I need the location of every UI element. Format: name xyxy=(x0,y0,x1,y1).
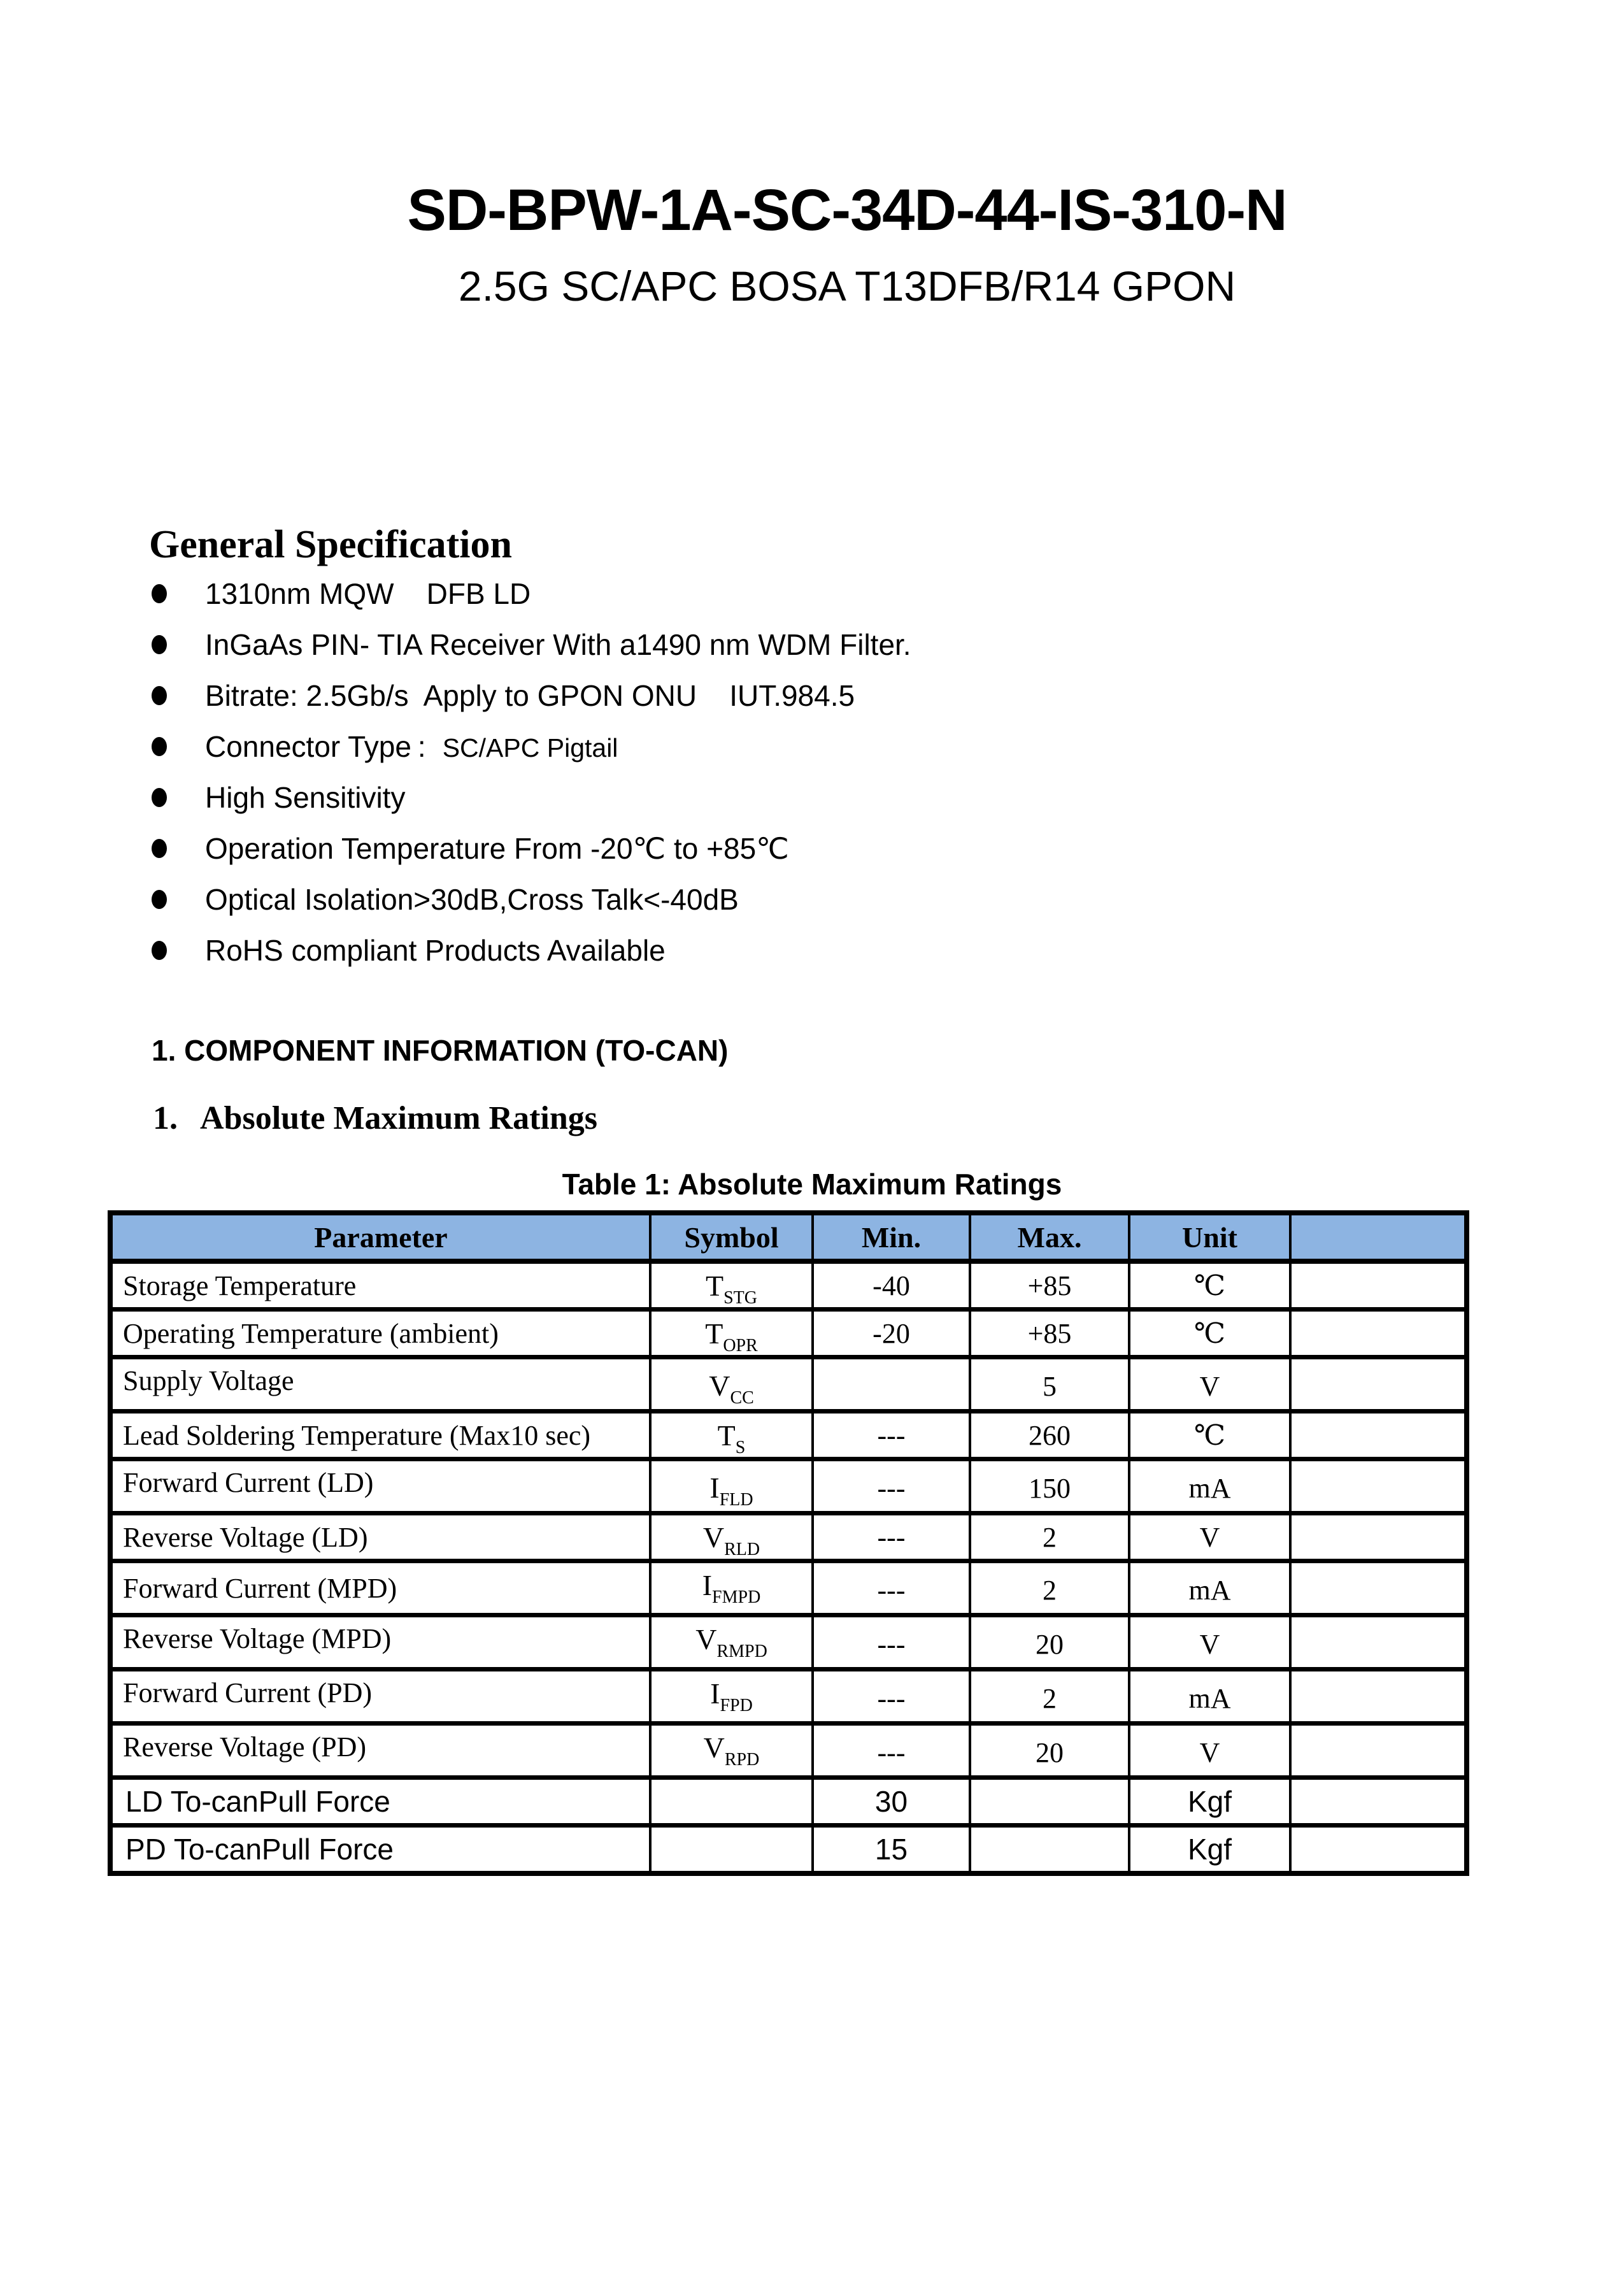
table-header-row xyxy=(110,1213,1467,1261)
cell-unit: ℃ xyxy=(1129,1412,1290,1459)
cell-max: +85 xyxy=(970,1261,1129,1310)
cell-min: 30 xyxy=(813,1778,970,1826)
bullet-dot-icon xyxy=(152,788,167,807)
table-row xyxy=(110,1561,1467,1615)
table-row xyxy=(110,1412,1467,1459)
cell-max: 20 xyxy=(970,1724,1129,1778)
spec-bullet-text xyxy=(205,933,666,968)
cell-symbol xyxy=(650,1310,813,1357)
subsection-number: 1. xyxy=(153,1100,178,1136)
spec-bullet-item xyxy=(152,568,1624,619)
symbol-subscript: RPD xyxy=(724,1750,760,1770)
table-row xyxy=(110,1615,1467,1670)
cell-min: --- xyxy=(813,1561,970,1615)
cell-min: --- xyxy=(813,1412,970,1459)
cell-blank xyxy=(1290,1670,1467,1724)
symbol-subscript: FLD xyxy=(719,1490,753,1510)
symbol-base: T xyxy=(705,1269,724,1302)
page-subtitle: 2.5G SC/APC BOSA T13DFB/R14 GPON xyxy=(458,262,1236,310)
symbol-subscript: FMPD xyxy=(712,1587,761,1607)
table-row xyxy=(110,1357,1467,1412)
absolute-maximum-ratings-heading xyxy=(153,1102,1624,1135)
cell-symbol xyxy=(650,1459,813,1514)
cell-symbol xyxy=(650,1724,813,1778)
spec-bullet-item xyxy=(152,721,1624,772)
spec-bullet-item xyxy=(152,619,1624,670)
cell-unit: V xyxy=(1129,1514,1290,1561)
bullet-text-segment: SC/APC Pigtail xyxy=(442,733,618,762)
component-information-heading: 1. COMPONENT INFORMATION (TO-CAN) xyxy=(152,1034,729,1067)
bullet-dot-icon xyxy=(152,941,167,960)
cell-parameter: Forward Current (MPD) xyxy=(110,1561,650,1615)
cell-max: +85 xyxy=(970,1310,1129,1357)
spec-bullet-item xyxy=(152,772,1624,823)
column-header-blank xyxy=(1290,1213,1467,1261)
cell-max: 260 xyxy=(970,1412,1129,1459)
cell-blank xyxy=(1290,1826,1467,1874)
spec-bullet-item xyxy=(152,670,1624,721)
table-header xyxy=(110,1213,1467,1261)
cell-parameter: Reverse Voltage (LD) xyxy=(110,1514,650,1561)
cell-parameter: Supply Voltage xyxy=(110,1357,650,1412)
column-header-max: Max. xyxy=(970,1213,1129,1261)
fullwidth-colon: : xyxy=(417,730,426,763)
subsection-title: Absolute Maximum Ratings xyxy=(200,1100,598,1136)
cell-symbol xyxy=(650,1514,813,1561)
cell-unit: V xyxy=(1129,1615,1290,1670)
column-header-min: Min. xyxy=(813,1213,970,1261)
cell-parameter: Storage Temperature xyxy=(110,1261,650,1310)
cell-max: 20 xyxy=(970,1615,1129,1670)
symbol-subscript: FPD xyxy=(720,1696,753,1715)
table-row xyxy=(110,1724,1467,1778)
table-row xyxy=(110,1310,1467,1357)
cell-max: 2 xyxy=(970,1514,1129,1561)
symbol-base: T xyxy=(705,1317,723,1350)
cell-min: --- xyxy=(813,1514,970,1561)
cell-min: --- xyxy=(813,1724,970,1778)
bullet-dot-icon xyxy=(152,584,167,603)
bullet-text-segment: High Sensitivity xyxy=(205,781,406,814)
cell-symbol xyxy=(650,1261,813,1310)
general-specification-heading: General Specification xyxy=(149,523,512,566)
bullet-dot-icon xyxy=(152,737,167,756)
cell-min: --- xyxy=(813,1670,970,1724)
cell-blank xyxy=(1290,1357,1467,1412)
symbol-subscript: RMPD xyxy=(716,1642,767,1661)
spec-bullet-text xyxy=(205,882,739,917)
spec-bullet-item xyxy=(152,925,1624,976)
cell-max: 5 xyxy=(970,1357,1129,1412)
cell-unit: Kgf xyxy=(1129,1826,1290,1874)
bullet-text-segment: Optical Isolation>30dB,Cross Talk<-40dB xyxy=(205,883,739,916)
cell-symbol xyxy=(650,1357,813,1412)
column-header-symbol: Symbol xyxy=(650,1213,813,1261)
column-header-parameter: Parameter xyxy=(110,1213,650,1261)
table1-caption: Table 1: Absolute Maximum Ratings xyxy=(562,1168,1062,1201)
bullet-text-segment: Operation Temperature From -20℃ to +85℃ xyxy=(205,832,789,865)
symbol-base: T xyxy=(717,1419,736,1452)
cell-symbol xyxy=(650,1670,813,1724)
cell-max xyxy=(970,1778,1129,1826)
table-row xyxy=(110,1778,1467,1826)
cell-max: 2 xyxy=(970,1561,1129,1615)
bullet-text-segment: Connector Type : xyxy=(205,730,443,763)
column-header-unit: Unit xyxy=(1129,1213,1290,1261)
cell-unit: ℃ xyxy=(1129,1261,1290,1310)
cell-min: --- xyxy=(813,1615,970,1670)
bullet-text-segment: Bitrate: 2.5Gb/s Apply to GPON ONU IUT.984.5 xyxy=(205,679,855,712)
cell-blank xyxy=(1290,1412,1467,1459)
spec-bullet-text xyxy=(205,576,531,611)
bullet-dot-icon xyxy=(152,839,167,858)
cell-blank xyxy=(1290,1514,1467,1561)
symbol-subscript: STG xyxy=(723,1287,757,1308)
symbol-subscript: CC xyxy=(730,1388,754,1408)
cell-parameter: LD To-canPull Force xyxy=(110,1778,650,1826)
table-row xyxy=(110,1261,1467,1310)
bullet-dot-icon xyxy=(152,890,167,909)
bullet-dot-icon xyxy=(152,635,167,654)
cell-parameter: Lead Soldering Temperature (Max10 sec) xyxy=(110,1412,650,1459)
cell-unit: Kgf xyxy=(1129,1778,1290,1826)
cell-blank xyxy=(1290,1459,1467,1514)
symbol-subscript: S xyxy=(735,1437,746,1457)
table-row xyxy=(110,1514,1467,1561)
cell-min xyxy=(813,1357,970,1412)
cell-blank xyxy=(1290,1615,1467,1670)
table-row xyxy=(110,1826,1467,1874)
spec-bullet-item xyxy=(152,823,1624,874)
symbol-base: V xyxy=(709,1370,730,1402)
symbol-base: I xyxy=(709,1471,720,1504)
cell-parameter: Reverse Voltage (MPD) xyxy=(110,1615,650,1670)
cell-min: -20 xyxy=(813,1310,970,1357)
spec-bullet-item xyxy=(152,874,1624,925)
cell-blank xyxy=(1290,1561,1467,1615)
cell-blank xyxy=(1290,1310,1467,1357)
symbol-subscript: RLD xyxy=(724,1539,760,1559)
symbol-base: I xyxy=(702,1569,713,1601)
spec-bullet-text xyxy=(205,831,789,866)
cell-unit: mA xyxy=(1129,1670,1290,1724)
cell-blank xyxy=(1290,1261,1467,1310)
bullet-text-segment: 1310nm MQW DFB LD xyxy=(205,577,531,610)
cell-min: --- xyxy=(813,1459,970,1514)
symbol-base: V xyxy=(703,1731,725,1764)
cell-symbol xyxy=(650,1778,813,1826)
cell-symbol xyxy=(650,1561,813,1615)
symbol-subscript: OPR xyxy=(723,1335,758,1356)
cell-max xyxy=(970,1826,1129,1874)
cell-min: -40 xyxy=(813,1261,970,1310)
datasheet-page xyxy=(0,178,1624,2283)
spec-bullet-text xyxy=(205,678,855,713)
cell-blank xyxy=(1290,1778,1467,1826)
cell-unit: V xyxy=(1129,1357,1290,1412)
table-body xyxy=(110,1261,1467,1873)
cell-blank xyxy=(1290,1724,1467,1778)
cell-parameter: Operating Temperature (ambient) xyxy=(110,1310,650,1357)
cell-min: 15 xyxy=(813,1826,970,1874)
cell-symbol xyxy=(650,1826,813,1874)
cell-parameter: Forward Current (LD) xyxy=(110,1459,650,1514)
cell-unit: mA xyxy=(1129,1561,1290,1615)
page-title: SD-BPW-1A-SC-34D-44-IS-310-N xyxy=(407,178,1287,243)
bullet-dot-icon xyxy=(152,686,167,705)
cell-unit: ℃ xyxy=(1129,1310,1290,1357)
spec-bullet-text xyxy=(205,780,405,815)
cell-symbol xyxy=(650,1615,813,1670)
spec-bullet-text xyxy=(205,627,911,662)
table-row xyxy=(110,1670,1467,1724)
cell-parameter: Forward Current (PD) xyxy=(110,1670,650,1724)
cell-parameter: PD To-canPull Force xyxy=(110,1826,650,1874)
bullet-text-segment: RoHS compliant Products Available xyxy=(205,934,666,967)
cell-unit: mA xyxy=(1129,1459,1290,1514)
cell-unit: V xyxy=(1129,1724,1290,1778)
absolute-maximum-ratings-table xyxy=(108,1210,1469,1876)
symbol-base: I xyxy=(710,1677,720,1710)
cell-symbol xyxy=(650,1412,813,1459)
cell-max: 2 xyxy=(970,1670,1129,1724)
spec-bullet-text xyxy=(205,729,618,764)
symbol-base: V xyxy=(702,1521,725,1554)
general-specification-list xyxy=(152,568,1624,976)
table-row xyxy=(110,1459,1467,1514)
cell-parameter: Reverse Voltage (PD) xyxy=(110,1724,650,1778)
cell-max: 150 xyxy=(970,1459,1129,1514)
symbol-base: V xyxy=(695,1623,717,1656)
bullet-text-segment: InGaAs PIN- TIA Receiver With a1490 nm WDM Filter. xyxy=(205,628,911,661)
